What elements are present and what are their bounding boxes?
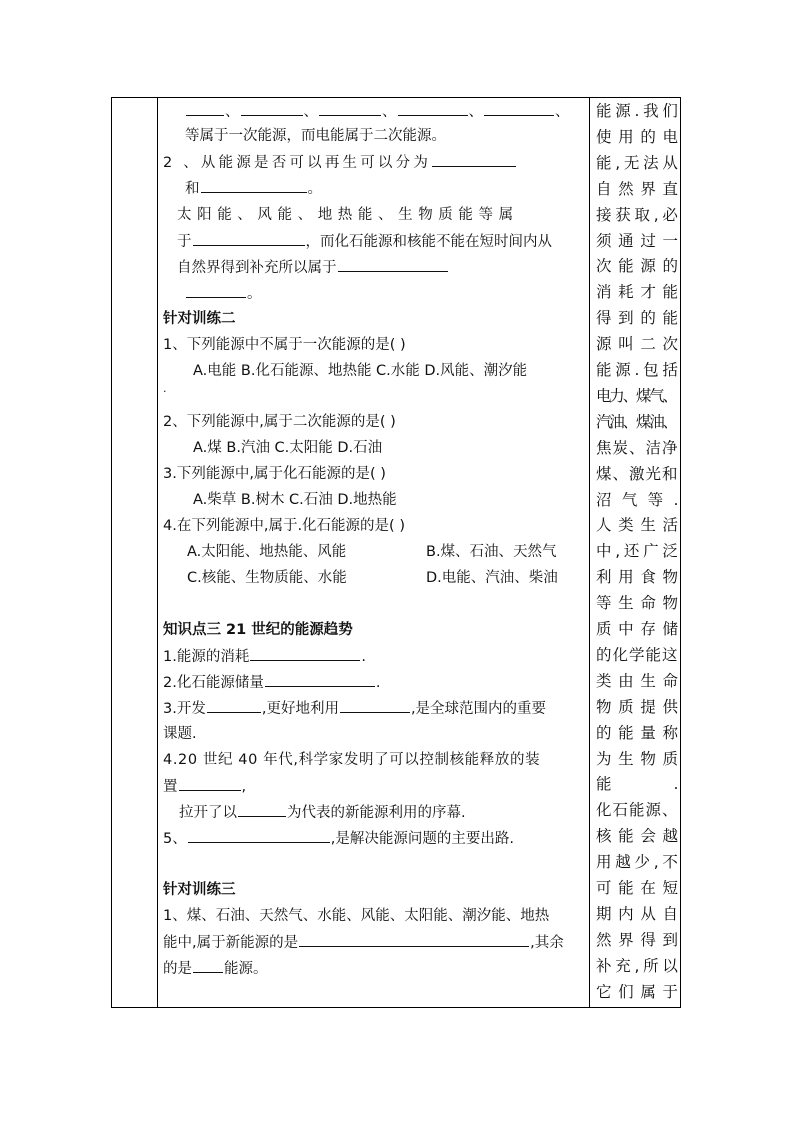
- option-line: A.柴草 B.树木 C.石油 D.地热能: [193, 492, 397, 508]
- note-line: 能,无法从: [596, 153, 682, 172]
- note-line: 接获取,必: [596, 205, 682, 224]
- answer-blank[interactable]: [250, 646, 360, 661]
- note-line: 为生物质: [596, 749, 685, 768]
- answer-blank[interactable]: [193, 231, 305, 246]
- note-line: 利用食物: [596, 568, 685, 587]
- question-line: 4.在下列能源中,属于.化石能源的是( ): [163, 518, 405, 534]
- text-line: 4.20 世纪 40 年代,科学家发明了可以控制核能释放的装: [163, 752, 541, 768]
- note-line: 能源.我们: [596, 102, 682, 120]
- answer-blank[interactable]: [299, 932, 529, 947]
- note-line: 的能量称: [596, 723, 685, 742]
- text-line: 于 ，而化石能源和核能不能在短时间内从: [177, 231, 552, 252]
- note-line: 等生命物: [596, 594, 685, 613]
- text-line: 5、 ,是解决能源问题的主要出路.: [163, 828, 514, 849]
- answer-blank[interactable]: [484, 101, 554, 116]
- note-line: 源叫二次: [596, 335, 685, 354]
- note-line: 可能在短: [596, 879, 685, 897]
- option-line: B.煤、石油、天然气: [426, 544, 557, 560]
- note-line: 物质提供: [596, 697, 685, 716]
- section-heading: 针对训练二: [163, 311, 236, 327]
- answer-blank[interactable]: [238, 802, 286, 817]
- answer-blank[interactable]: [319, 101, 381, 116]
- answer-blank[interactable]: [340, 698, 410, 713]
- note-line: 的化学能这: [596, 645, 679, 664]
- answer-blank[interactable]: [398, 101, 468, 116]
- note-line: 它们属于: [596, 982, 685, 1001]
- answer-blank[interactable]: [186, 283, 246, 298]
- text-line: .: [163, 382, 167, 395]
- worksheet-table: [111, 97, 741, 1008]
- question-line: 1、下列能源中不属于一次能源的是( ): [163, 337, 406, 353]
- question-line: 1、煤、石油、天然气、水能、风能、太阳能、潮汐能、地热: [163, 908, 550, 924]
- note-line: 化石能源、: [596, 801, 679, 820]
- note-line: 补充,所以: [596, 956, 682, 975]
- answer-blank[interactable]: [179, 776, 241, 791]
- note-line: 使用的电: [596, 127, 685, 146]
- column-divider-right: [589, 98, 590, 1007]
- text-line: 置 ,: [163, 776, 246, 797]
- text-line: 3.开发 ,更好地利用 ,是全球范围内的重要: [163, 698, 546, 719]
- text-line: 2.化石能源储量 .: [163, 672, 380, 693]
- note-line: 自然界直: [596, 179, 685, 198]
- question-line: 2、下列能源中,属于二次能源的是( ): [163, 414, 396, 430]
- note-line: 得到的能: [596, 309, 685, 328]
- question-line: 3.下列能源中,属于化石能源的是( ): [163, 466, 386, 482]
- note-line: 煤、激光和: [596, 464, 679, 483]
- note-line: 中,还广泛: [596, 542, 682, 561]
- note-line: 消耗才能: [596, 283, 685, 302]
- text-line: 课题.: [163, 726, 197, 742]
- section-heading: 知识点三 21 世纪的能源趋势: [163, 622, 353, 638]
- text-line: 能中,属于新能源的是 ,其余: [163, 932, 564, 953]
- note-line: 期内从自: [596, 904, 685, 923]
- answer-blank[interactable]: [188, 828, 330, 843]
- option-line: D.电能、汽油、柴油: [426, 570, 558, 586]
- text-line: 拉开了以 为代表的新能源利用的序幕.: [179, 802, 466, 823]
- note-line: 然界得到: [596, 930, 685, 949]
- answer-blank[interactable]: [193, 958, 223, 973]
- answer-blank[interactable]: [265, 672, 375, 687]
- text-line: 和 。: [185, 178, 322, 199]
- answer-blank[interactable]: [432, 152, 516, 167]
- text-line: 等属于一次能源，而电能属于二次能源。: [185, 128, 446, 144]
- answer-blank[interactable]: [338, 257, 448, 272]
- text-line: 。: [185, 283, 262, 304]
- option-line: A.电能 B.化石能源、地热能 C.水能 D.风能、潮汐能: [193, 363, 528, 379]
- note-line: 能.: [596, 775, 741, 794]
- text-line: 太阳能、风能、地热能、生物质能等属: [177, 207, 519, 223]
- answer-blank[interactable]: [186, 101, 224, 116]
- note-line: 次能源的: [596, 257, 685, 276]
- note-line: 质中存储: [596, 620, 685, 638]
- text-line: 自然界得到补充所以属于: [177, 257, 449, 278]
- question-line: 2 、从能源是否可以再生可以分为: [163, 152, 517, 173]
- note-line: 人类生活: [596, 516, 685, 535]
- note-line: 类由生命: [596, 671, 685, 690]
- column-divider-left: [157, 98, 158, 1007]
- text-line: 1.能源的消耗 .: [163, 646, 366, 667]
- note-line: 用越少,不: [596, 853, 682, 872]
- note-line: 须通过一: [596, 231, 685, 250]
- note-line: 焦炭、洁净: [596, 438, 679, 457]
- option-line: A.太阳能、地热能、风能: [187, 544, 347, 560]
- note-line: 核能会越: [596, 827, 685, 846]
- answer-blank[interactable]: [207, 698, 261, 713]
- note-line: 汽油、煤油、: [596, 412, 676, 431]
- answer-blank[interactable]: [241, 101, 303, 116]
- answer-blank[interactable]: [201, 178, 307, 193]
- option-line: C.核能、生物质能、水能: [187, 570, 347, 586]
- section-heading: 针对训练三: [163, 882, 236, 898]
- energy-blanks-line: 、 、 、 、 、: [185, 101, 570, 122]
- note-line: 沼气等.: [596, 490, 689, 509]
- option-line: A.煤 B.汽油 C.太阳能 D.石油: [193, 440, 383, 456]
- note-line: 能源.包括: [596, 361, 682, 379]
- text-line: 的是 能源。: [163, 958, 268, 979]
- note-line: 电力、煤气、: [596, 386, 676, 405]
